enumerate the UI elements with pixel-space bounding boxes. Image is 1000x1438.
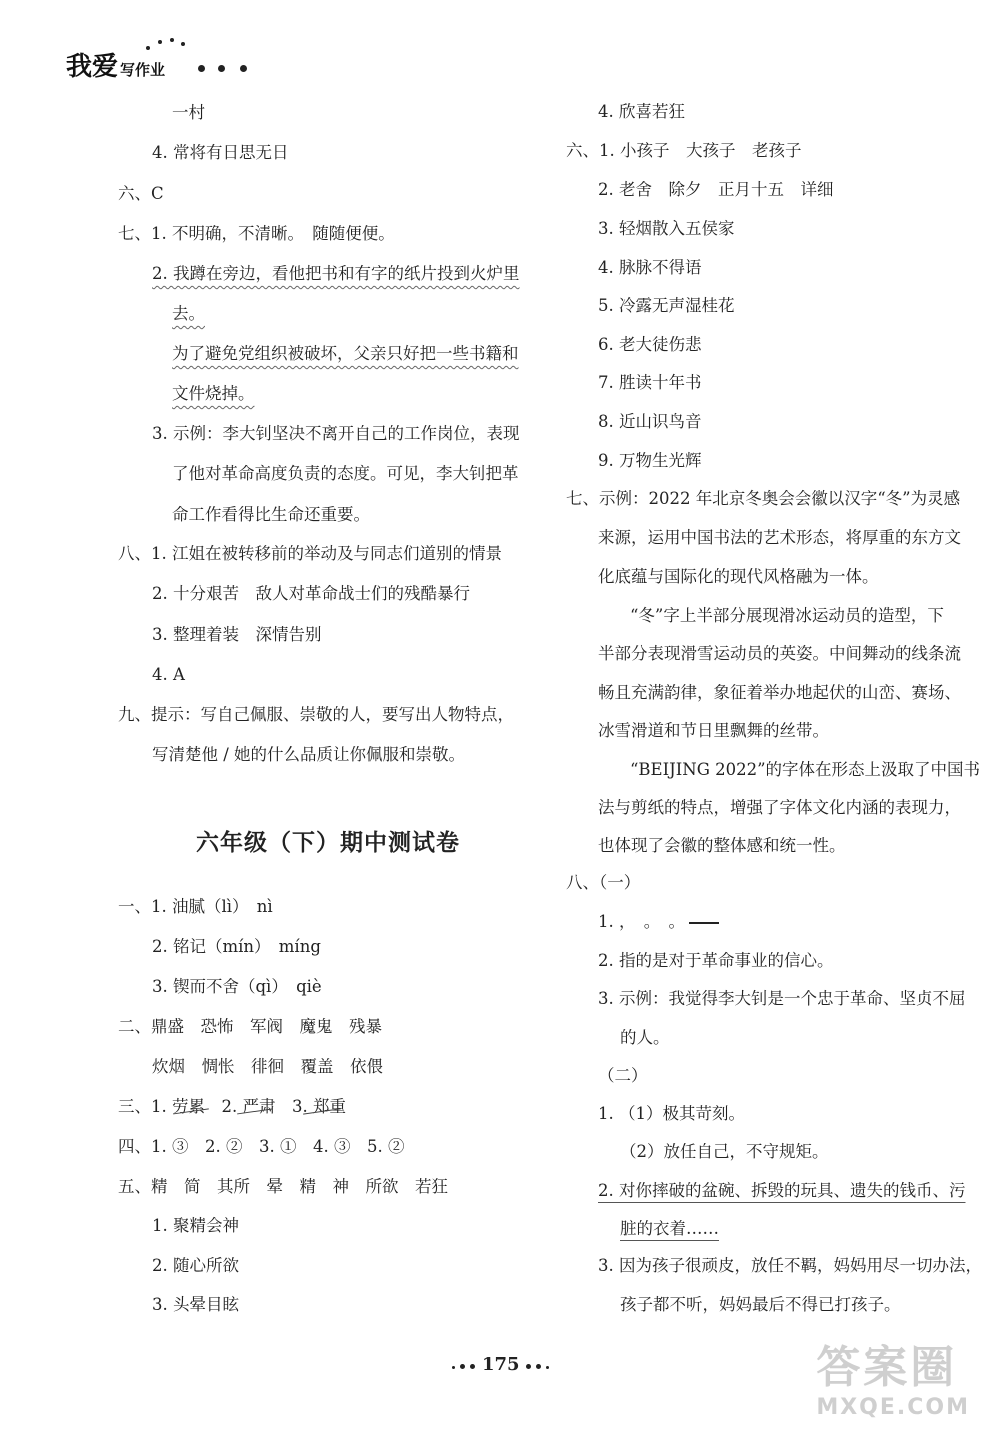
answer-line: 2. 十分艰苦 敌人对革命战士们的残酷暴行: [152, 584, 470, 603]
page-dot: [470, 1364, 475, 1369]
answer-line: 四、1. ③ 2. ② 3. ① 4. ③ 5. ②: [118, 1137, 405, 1156]
answer-line: “BEIJING 2022”的字体在形态上汲取了中国书: [630, 760, 981, 779]
answer-line: 1. （1）极其苛刻。: [598, 1104, 745, 1123]
answer-line: 的人。: [620, 1028, 670, 1047]
answer-line: 2. 随心所欲: [152, 1256, 239, 1275]
answer-line: 2. 老舍 除夕 正月十五 详细: [598, 180, 834, 199]
answer-line: 脏的衣着……: [620, 1219, 719, 1238]
answer-line: 法与剪纸的特点，增强了字体文化内涵的表现力，: [598, 798, 961, 817]
answer-line: 写清楚他 / 她的什么品质让你佩服和崇敬。: [152, 745, 466, 764]
answer-line: 也体现了会徽的整体感和统一性。: [598, 836, 846, 855]
answer-line: 2. 铭记（mín） míng: [152, 937, 321, 956]
answer-line: 命工作看得比生命还重要。: [172, 505, 370, 524]
brand-small: 写作业: [120, 61, 166, 79]
answer-line: 冰雪滑道和节日里飘舞的丝带。: [598, 721, 829, 740]
watermark-url: MXQE.COM: [816, 1395, 970, 1420]
answer-line: 畅且充满韵律，象征着举办地起伏的山峦、赛场、: [598, 683, 961, 702]
answer-line: 文件烧掉。: [172, 384, 255, 403]
answer-line: 8. 近山识鸟音: [598, 412, 702, 431]
page-number: 175: [482, 1354, 520, 1375]
brand-dot: [158, 40, 162, 44]
answer-line: 了他对革命高度负责的态度。可见，李大钊把革: [172, 464, 519, 483]
answer-line: 1. 聚精会神: [152, 1216, 239, 1235]
answer-line: 3. 轻烟散入五侯家: [598, 219, 735, 238]
answer-line: 孩子都不听，妈妈最后不得已打孩子。: [620, 1295, 901, 1314]
answer-line: 2. 对你摔破的盆碗、拆毁的玩具、遗失的钱币、污: [598, 1181, 966, 1200]
answer-line: 3. 示例：李大钊坚决不离开自己的工作岗位，表现: [152, 424, 520, 443]
answer-line: 为了避免党组织被破坏，父亲只好把一些书籍和: [172, 344, 519, 363]
brand-dot: [218, 65, 225, 72]
answer-line: 六、1. 小孩子 大孩子 老孩子: [566, 141, 802, 160]
answer-line: 炊烟 惆怅 徘徊 覆盖 依偎: [152, 1057, 383, 1076]
answer-line: 7. 胜读十年书: [598, 373, 702, 392]
answer-line: 九、提示：写自己佩服、崇敬的人，要写出人物特点，: [118, 705, 514, 724]
answer-line: 6. 老大徒伤悲: [598, 335, 702, 354]
page-dot: [546, 1366, 549, 1369]
answer-line: 来源，运用中国书法的艺术形态，将厚重的东方文: [598, 528, 961, 547]
punctuation-answer: 1. ， 。 。: [598, 912, 685, 931]
answer-line: 七、示例：2022 年北京冬奥会会徽以汉字“冬”为灵感: [566, 489, 961, 508]
answer-line: 3. 锲而不舍（qì） qiè: [152, 977, 322, 996]
answer-line: 五、精 简 其所 晕 精 神 所欲 若狂: [118, 1177, 448, 1196]
answer-line: 4. 常将有日思无日: [152, 143, 289, 162]
answer-line: 3. 头晕目眩: [152, 1295, 239, 1314]
answer-line: 3. 因为孩子很顽皮，放任不羁，妈妈用尽一切办法，: [598, 1256, 982, 1275]
answer-line: 3. 整理着装 深情告别: [152, 625, 322, 644]
answer-line: 4. 欣喜若狂: [598, 102, 685, 121]
brand-big: 我爱: [66, 52, 119, 82]
page-dot: [536, 1364, 541, 1369]
answer-line: 六、C: [118, 184, 164, 203]
exam-title: 六年级（下）期中测试卷: [196, 830, 460, 856]
answer-line: （2）放任自己，不守规矩。: [620, 1142, 829, 1161]
answer-line: 半部分表现滑雪运动员的英姿。中间舞动的线条流: [598, 644, 961, 663]
answer-line: 3. 示例：我觉得李大钊是一个忠于革命、坚贞不屈: [598, 989, 966, 1008]
answer-line: “冬”字上半部分展现滑冰运动员的造型，下: [630, 606, 944, 625]
answer-line: 一村: [172, 103, 205, 122]
brand-dot: [181, 42, 185, 46]
answer-line: 二、鼎盛 恐怖 军阀 魔鬼 残暴: [118, 1017, 382, 1036]
page-dot: [526, 1364, 531, 1369]
brand-logo: [66, 46, 165, 83]
answer-line: 三、1. 劳累 2. 严肃 3. 郑重: [118, 1097, 346, 1116]
brand-dot: [240, 65, 247, 72]
answer-line: 八、（一）: [566, 873, 641, 892]
brand-dot: [170, 38, 174, 42]
brand-dot: [198, 65, 205, 72]
page-dot: [460, 1364, 465, 1369]
answer-line: 4. A: [152, 665, 185, 684]
page-dot: [452, 1366, 455, 1369]
brand-dot: [146, 46, 150, 50]
answer-line: 9. 万物生光辉: [598, 451, 702, 470]
answer-line: （二）: [598, 1066, 648, 1085]
answer-line: 八、1. 江姐在被转移前的举动及与同志们道别的情景: [118, 544, 502, 563]
answer-line: [598, 911, 719, 933]
watermark-text: 答案圈: [816, 1342, 958, 1393]
answer-line: 2. 我蹲在旁边，看他把书和有字的纸片投到火炉里: [152, 264, 520, 283]
answer-line: 一、1. 油腻（lì） nì: [118, 897, 273, 916]
answer-line: 2. 指的是对于革命事业的信心。: [598, 951, 834, 970]
dash-mark: [689, 922, 719, 924]
watermark-logo: [816, 1331, 970, 1420]
answer-line: 化底蕴与国际化的现代风格融为一体。: [598, 567, 879, 586]
answer-line: 5. 冷露无声湿桂花: [598, 296, 735, 315]
answer-line: 七、1. 不明确，不清晰。 随随便便。: [118, 224, 395, 243]
answer-line: 4. 脉脉不得语: [598, 258, 702, 277]
answer-line: 去。: [172, 304, 205, 323]
